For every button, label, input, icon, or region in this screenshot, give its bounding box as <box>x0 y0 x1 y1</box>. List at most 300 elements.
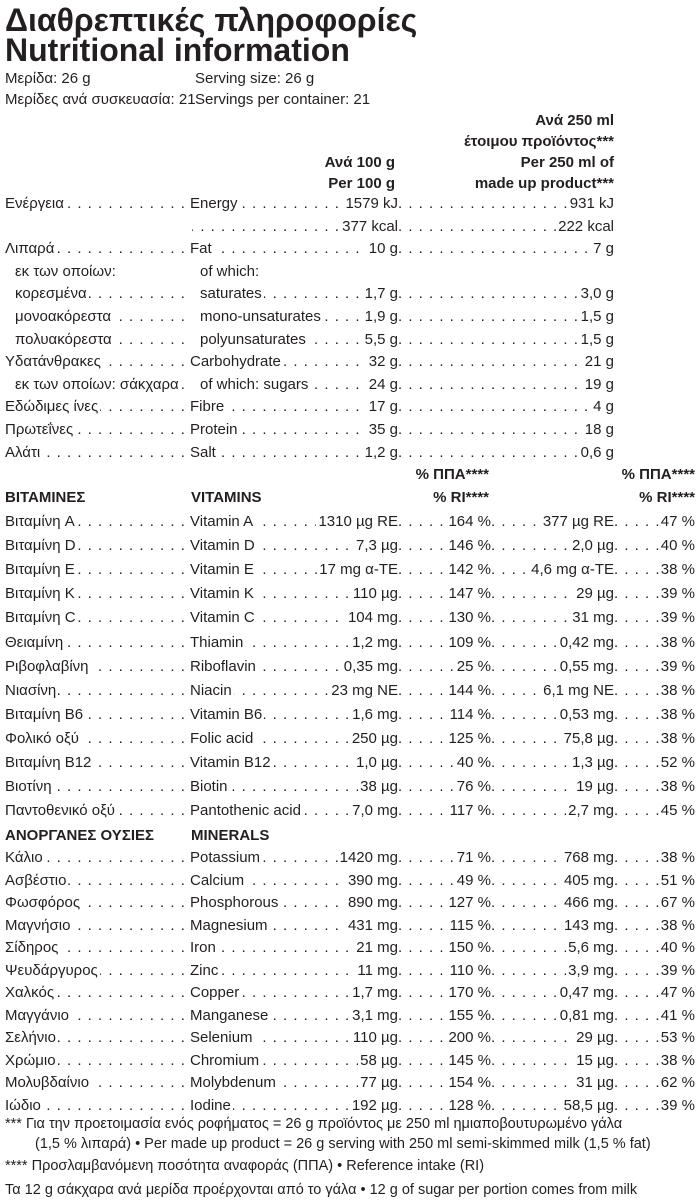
value-per-250ml-text: 19 µg <box>574 776 614 798</box>
label-english: Folic acid <box>190 729 254 747</box>
footnote-3: Τα 12 g σάκχαρα ανά μερίδα προέρχονται από το γάλα • 12 g of sugar per portion comes from milk <box>5 1182 638 1198</box>
value-per-250ml <box>491 937 614 959</box>
ri-percent-250ml <box>614 800 695 822</box>
value-per-100g-cell <box>190 396 398 418</box>
label-greek-text: εκ των οποίων: σάκχαρα <box>5 376 181 393</box>
ri-percent-250ml-text: 47 % <box>659 982 695 1004</box>
value-per-100g: 1579 kJ <box>343 193 398 215</box>
ri-percent-250ml-text: 38 % <box>659 559 695 581</box>
ri-percent-100g <box>398 915 491 937</box>
value-per-250ml <box>491 892 614 914</box>
label-english: Magnesium <box>190 916 268 934</box>
label-greek-text: μονοακόρεστα <box>5 308 113 325</box>
value-per-250ml-text: 21 g <box>583 351 614 373</box>
minerals-row <box>0 915 700 937</box>
ri-percent-250ml <box>614 1050 695 1072</box>
value-per-100g: 24 g <box>367 374 398 396</box>
label-english: Vitamin B6 <box>190 705 263 723</box>
ri-percent-250ml-text: 52 % <box>659 752 695 774</box>
value-per-100g-cell <box>190 960 398 982</box>
label-greek <box>5 1072 189 1094</box>
ri-percent-100g <box>398 704 491 726</box>
minerals-row <box>0 847 700 869</box>
value-per-250ml <box>398 329 614 351</box>
ri-percent-250ml <box>614 960 695 982</box>
ri-percent-250ml <box>614 776 695 798</box>
label-english: saturates <box>190 285 264 302</box>
servings-per-container-en: Servings per container: 21 <box>195 91 371 108</box>
value-per-100g-cell <box>190 656 398 678</box>
value-per-250ml-text: 7 g <box>591 238 614 260</box>
label-greek-text: Βιταμίνη A <box>5 513 75 530</box>
value-per-250ml <box>398 306 614 328</box>
nutrients-row <box>0 442 700 464</box>
value-per-250ml-text: 18 g <box>583 419 614 441</box>
value-per-250ml <box>491 1027 614 1049</box>
ri-header-2-gr: % ΠΠΑ**** <box>621 466 695 483</box>
label-english: Vitamin D <box>190 537 255 555</box>
value-per-250ml <box>491 915 614 937</box>
minerals-row <box>0 1005 700 1027</box>
vitamins-row <box>0 559 700 581</box>
value-per-250ml-text: 31 µg <box>574 1072 614 1094</box>
ri-percent-250ml-text: 38 % <box>659 1050 695 1072</box>
label-greek-text <box>5 218 7 235</box>
label-english: Fibre <box>190 398 225 416</box>
minerals-row <box>0 960 700 982</box>
value-per-100g: 35 g <box>367 419 398 441</box>
value-per-100g: 1,2 mg <box>350 632 398 654</box>
label-greek-text: Ιώδιο <box>5 1096 41 1114</box>
ri-percent-100g <box>398 982 491 1004</box>
value-per-100g: 0,35 mg <box>342 656 398 678</box>
ri-percent-100g <box>398 680 491 702</box>
value-per-100g: 38 µg <box>358 776 398 798</box>
ri-percent-100g <box>398 892 491 914</box>
label-english: of which: <box>190 263 261 280</box>
label-greek <box>5 800 189 822</box>
servings-per-container-gr: Μερίδες ανά συσκευασία: 21 <box>5 91 196 108</box>
ri-percent-250ml-text: 53 % <box>659 1027 695 1049</box>
value-per-100g-cell <box>190 892 398 914</box>
vitamins-row <box>0 656 700 678</box>
value-per-100g-cell <box>190 1027 398 1049</box>
ri-percent-250ml-text: 38 % <box>659 728 695 750</box>
header-per250-gr2: έτοιμου προϊόντος*** <box>464 133 614 150</box>
value-per-100g: 3,1 mg <box>350 1005 398 1027</box>
ri-percent-100g-text: 125 % <box>446 728 491 750</box>
value-per-250ml <box>491 680 614 702</box>
minerals-title-gr: ΑΝΟΡΓΑΝΕΣ ΟΥΣΙΕΣ <box>5 827 154 844</box>
label-greek <box>5 776 189 798</box>
label-english: Vitamin E <box>190 561 254 579</box>
value-per-100g-cell <box>190 800 398 822</box>
label-english: of which: sugars <box>190 376 310 393</box>
value-per-100g: 5,5 g <box>363 329 398 351</box>
label-english: Biotin <box>190 778 228 796</box>
value-per-250ml-text: 75,8 µg <box>562 728 614 750</box>
ri-percent-100g-text: 117 % <box>448 800 491 822</box>
label-greek <box>5 238 189 260</box>
label-greek <box>5 583 189 605</box>
value-per-100g: 1,9 g <box>363 306 398 328</box>
ri-percent-100g <box>398 960 491 982</box>
label-greek-text: Κάλιο <box>5 849 43 866</box>
label-greek-text: Θειαμίνη <box>5 633 64 651</box>
label-english: Pantothenic acid <box>190 802 301 820</box>
value-per-250ml-text: 5,6 mg <box>566 937 614 959</box>
label-english: Vitamin K <box>190 585 254 603</box>
label-english: Manganese <box>190 1006 269 1024</box>
ri-percent-250ml-text: 38 % <box>659 704 695 726</box>
value-per-250ml <box>491 1050 614 1072</box>
value-per-100g-cell <box>190 306 398 328</box>
value-per-250ml <box>491 511 614 533</box>
value-per-100g-cell <box>190 704 398 726</box>
ri-percent-100g <box>398 1005 491 1027</box>
label-greek-text: Χαλκός <box>5 984 55 1001</box>
minerals-row <box>0 1072 700 1094</box>
label-english: Niacin <box>190 681 232 699</box>
value-per-100g: 58 µg <box>358 1050 398 1072</box>
vitamins-row <box>0 632 700 654</box>
label-greek <box>5 960 189 982</box>
value-per-250ml-text: 222 kcal <box>556 216 614 238</box>
ri-percent-250ml-text: 39 % <box>659 607 695 629</box>
value-per-100g: 104 mg <box>346 607 398 629</box>
ri-percent-250ml-text: 38 % <box>659 847 695 869</box>
value-per-100g: 17 g <box>367 396 398 418</box>
value-per-250ml-text: 1,5 g <box>579 306 614 328</box>
label-greek <box>5 1027 189 1049</box>
vitamins-title-en: VITAMINS <box>191 489 262 506</box>
ri-percent-250ml-text: 40 % <box>659 535 695 557</box>
ri-percent-250ml <box>614 1005 695 1027</box>
ri-percent-250ml <box>614 847 695 869</box>
label-english: Molybdenum <box>190 1074 276 1091</box>
label-greek-text: Εδώδιμες ίνες <box>5 398 99 416</box>
value-per-250ml <box>491 704 614 726</box>
ri-percent-100g-text: 115 % <box>448 915 491 937</box>
label-english: polyunsaturates <box>190 331 308 348</box>
value-per-250ml <box>491 607 614 629</box>
ri-percent-100g <box>398 800 491 822</box>
value-per-250ml <box>398 216 614 238</box>
label-english: Thiamin <box>190 633 244 651</box>
ri-percent-100g-text: 130 % <box>446 607 491 629</box>
value-per-250ml-text: 4,6 mg α-TE <box>529 559 614 581</box>
value-per-250ml <box>491 535 614 557</box>
nutrients-row <box>0 216 700 238</box>
ri-percent-250ml <box>614 1095 695 1117</box>
ri-percent-100g-text: 145 % <box>446 1050 491 1072</box>
value-per-100g: 17 mg α-TE <box>317 559 398 581</box>
label-greek-text: κορεσμένα <box>5 285 89 302</box>
value-per-100g: 1,6 mg <box>350 704 398 726</box>
value-per-100g-cell <box>190 607 398 629</box>
label-english: Selenium <box>190 1029 253 1046</box>
dot-leader <box>398 238 614 260</box>
nutrients-row <box>0 329 700 351</box>
value-per-250ml <box>491 960 614 982</box>
value-per-100g: 77 µg <box>358 1072 398 1094</box>
ri-percent-250ml <box>614 752 695 774</box>
value-per-100g-cell <box>190 776 398 798</box>
value-per-100g: 1,2 g <box>363 442 398 464</box>
ri-percent-250ml <box>614 1072 695 1094</box>
label-greek-text: Πρωτεΐνες <box>5 421 74 438</box>
value-per-100g: 110 µg <box>351 1027 398 1049</box>
label-greek <box>5 632 189 654</box>
nutrients-row <box>0 238 700 260</box>
ri-percent-100g <box>398 511 491 533</box>
ri-percent-250ml <box>614 915 695 937</box>
ri-percent-100g-text: 40 % <box>455 752 491 774</box>
label-greek-text: Παντοθενικό οξύ <box>5 802 116 820</box>
ri-percent-250ml-text: 38 % <box>659 776 695 798</box>
value-per-250ml-text: 768 mg <box>562 847 614 869</box>
label-greek-text: Ενέργεια <box>5 195 64 212</box>
ri-percent-250ml <box>614 982 695 1004</box>
value-per-100g-cell <box>190 442 398 464</box>
label-greek-text: Σίδηρος <box>5 939 59 956</box>
label-greek <box>5 283 189 305</box>
ri-percent-100g <box>398 559 491 581</box>
value-per-100g-cell <box>190 752 398 774</box>
nutrients-row <box>0 419 700 441</box>
footnote-1a: *** Για την προετοιμασία ενός ροφήματος = 26 g προϊόντος με 250 ml ημιαποβουτυρωμένο γάλα <box>5 1116 623 1132</box>
nutrients-row <box>0 283 700 305</box>
value-per-100g-cell <box>190 511 398 533</box>
label-greek <box>5 937 189 959</box>
ri-percent-100g <box>398 776 491 798</box>
value-per-250ml <box>491 800 614 822</box>
label-greek <box>5 559 189 581</box>
label-greek <box>5 306 189 328</box>
label-greek-text: Μαγνήσιο <box>5 916 71 934</box>
value-per-250ml-text: 19 g <box>583 374 614 396</box>
label-greek <box>5 216 189 238</box>
ri-percent-250ml <box>614 511 695 533</box>
value-per-250ml <box>491 752 614 774</box>
value-per-100g-cell <box>190 193 398 215</box>
label-greek <box>5 704 189 726</box>
ri-percent-100g <box>398 870 491 892</box>
value-per-250ml <box>491 776 614 798</box>
value-per-100g-cell <box>190 374 398 396</box>
label-english: Zinc <box>190 961 219 979</box>
label-greek <box>5 847 189 869</box>
header-per100-en: Per 100 g <box>328 175 395 192</box>
label-english: mono-unsaturates <box>190 308 323 325</box>
label-greek-text: Ασβέστιο <box>5 871 67 889</box>
value-per-250ml-text: 0,47 mg <box>558 982 614 1004</box>
title-greek: Διαθρεπτικές πληροφορίες <box>5 2 418 38</box>
ri-header-1-en: % RI**** <box>433 489 489 506</box>
label-english: Salt <box>190 443 216 461</box>
ri-percent-250ml-text: 38 % <box>659 680 695 702</box>
value-per-100g: 7,3 µg <box>354 535 398 557</box>
ri-percent-100g-text: 25 % <box>455 656 491 678</box>
minerals-row <box>0 1027 700 1049</box>
value-per-250ml <box>491 847 614 869</box>
value-per-250ml-text: 58,5 µg <box>562 1095 614 1117</box>
ri-percent-250ml <box>614 892 695 914</box>
ri-percent-250ml-text: 39 % <box>659 1095 695 1117</box>
vitamins-row <box>0 535 700 557</box>
dot-leader <box>398 374 614 396</box>
vitamins-row <box>0 583 700 605</box>
ri-percent-100g-text: 154 % <box>446 1072 491 1094</box>
label-english: Chromium <box>190 1051 260 1069</box>
ri-percent-100g-text: 76 % <box>455 776 491 798</box>
label-greek-text: Βιταμίνη K <box>5 585 75 603</box>
label-greek <box>5 261 189 283</box>
ri-percent-100g-text: 155 % <box>446 1005 491 1027</box>
ri-percent-100g-text: 144 % <box>446 680 491 702</box>
value-per-100g: 431 mg <box>346 915 398 937</box>
ri-percent-250ml <box>614 728 695 750</box>
value-per-250ml-text: 0,53 mg <box>558 704 614 726</box>
label-english: Protein <box>190 421 238 438</box>
label-greek <box>5 535 189 557</box>
minerals-row <box>0 937 700 959</box>
ri-percent-250ml <box>614 704 695 726</box>
value-per-100g-cell <box>190 1072 398 1094</box>
ri-percent-100g-text: 110 % <box>448 960 491 982</box>
value-per-100g-cell <box>190 1005 398 1027</box>
label-english: Iron <box>190 939 216 956</box>
value-per-250ml-text: 29 µg <box>574 583 614 605</box>
label-english: Carbohydrate <box>190 353 281 371</box>
ri-percent-100g-text: 49 % <box>455 870 491 892</box>
value-per-100g: 10 g <box>367 238 398 260</box>
value-per-100g-cell <box>190 329 398 351</box>
value-per-250ml <box>398 419 614 441</box>
value-per-100g: 250 µg <box>350 728 398 750</box>
ri-percent-250ml-text: 39 % <box>659 583 695 605</box>
value-per-250ml-text: 1,3 µg <box>570 752 614 774</box>
value-per-100g: 1,0 µg <box>354 752 398 774</box>
ri-percent-250ml <box>614 680 695 702</box>
ri-percent-250ml-text: 45 % <box>659 800 695 822</box>
footnote-2: **** Προσλαμβανόμενη ποσότητα αναφοράς (ΠΠΑ) • Reference intake (RI) <box>5 1158 485 1174</box>
ri-percent-250ml-text: 51 % <box>659 870 695 892</box>
value-per-250ml <box>398 374 614 396</box>
header-per100-gr: Ανά 100 g <box>324 154 395 171</box>
label-greek-text: Χρώμιο <box>5 1051 56 1069</box>
value-per-100g-cell <box>190 351 398 373</box>
ri-percent-100g <box>398 656 491 678</box>
value-per-100g-cell <box>190 982 398 1004</box>
nutrients-row <box>0 193 700 215</box>
serving-size-gr: Μερίδα: 26 g <box>5 70 91 87</box>
value-per-250ml-text: 0,55 mg <box>558 656 614 678</box>
minerals-row <box>0 982 700 1004</box>
label-greek-text: πολυακόρεστα <box>5 331 114 348</box>
value-per-250ml-text: 405 mg <box>562 870 614 892</box>
label-greek <box>5 915 189 937</box>
value-per-250ml-text: 29 µg <box>574 1027 614 1049</box>
value-per-100g-cell <box>190 559 398 581</box>
label-greek-text: εκ των οποίων: <box>5 263 118 280</box>
value-per-250ml-text: 15 µg <box>574 1050 614 1072</box>
ri-percent-100g-text: 150 % <box>446 937 491 959</box>
label-greek <box>5 892 189 914</box>
label-english: Potassium <box>190 849 261 866</box>
value-per-250ml <box>491 870 614 892</box>
serving-size-en: Serving size: 26 g <box>195 70 315 87</box>
ri-percent-250ml <box>614 559 695 581</box>
ri-percent-100g <box>398 583 491 605</box>
value-per-250ml-text: 6,1 mg NE <box>541 680 614 702</box>
label-greek-text: Μαγγάνιο <box>5 1006 70 1024</box>
value-per-100g: 110 µg <box>351 583 398 605</box>
value-per-100g: 390 mg <box>346 870 398 892</box>
label-greek <box>5 1005 189 1027</box>
label-english: Vitamin A <box>190 513 254 530</box>
label-greek-text: Βιταμίνη B6 <box>5 705 84 723</box>
value-per-250ml <box>491 1072 614 1094</box>
value-per-250ml <box>491 728 614 750</box>
label-greek <box>5 752 189 774</box>
value-per-100g-cell <box>190 583 398 605</box>
ri-percent-100g <box>398 847 491 869</box>
label-greek-text: Φολικό οξύ <box>5 729 79 747</box>
value-per-100g: 1310 µg RE <box>316 511 398 533</box>
ri-percent-100g-text: 200 % <box>446 1027 491 1049</box>
value-per-100g-cell <box>190 870 398 892</box>
value-per-250ml-text: 0,42 mg <box>558 632 614 654</box>
value-per-250ml <box>398 351 614 373</box>
value-per-250ml-text: 2,7 mg <box>566 800 614 822</box>
label-greek-text: Ψευδάργυρος <box>5 961 98 979</box>
value-per-250ml-text: 1,5 g <box>579 329 614 351</box>
ri-percent-250ml <box>614 937 695 959</box>
value-per-250ml <box>491 982 614 1004</box>
nutrients-row <box>0 306 700 328</box>
value-per-250ml-text: 3,0 g <box>579 283 614 305</box>
ri-percent-100g <box>398 728 491 750</box>
label-greek <box>5 419 189 441</box>
ri-percent-100g <box>398 607 491 629</box>
label-greek <box>5 442 189 464</box>
ri-header-2-en: % RI**** <box>639 489 695 506</box>
ri-percent-250ml-text: 38 % <box>659 632 695 654</box>
value-per-250ml <box>491 559 614 581</box>
value-per-250ml-text: 466 mg <box>562 892 614 914</box>
ri-percent-100g-text: 164 % <box>446 511 491 533</box>
ri-percent-100g-text: 71 % <box>455 847 491 869</box>
value-per-250ml-text: 931 kJ <box>568 193 614 215</box>
label-greek <box>5 374 189 396</box>
value-per-100g: 32 g <box>367 351 398 373</box>
dot-leader <box>398 396 614 418</box>
value-per-100g-cell <box>190 680 398 702</box>
ri-percent-250ml <box>614 535 695 557</box>
ri-percent-100g-text: 127 % <box>446 892 491 914</box>
label-greek <box>5 680 189 702</box>
value-per-100g: 21 mg <box>354 937 398 959</box>
ri-percent-250ml <box>614 632 695 654</box>
label-greek-text: Βιταμίνη E <box>5 561 75 579</box>
minerals-row <box>0 1050 700 1072</box>
label-greek-text: Σελήνιο <box>5 1029 56 1046</box>
ri-percent-250ml <box>614 607 695 629</box>
value-per-250ml-text: 4 g <box>591 396 614 418</box>
label-greek <box>5 870 189 892</box>
label-greek <box>5 351 189 373</box>
